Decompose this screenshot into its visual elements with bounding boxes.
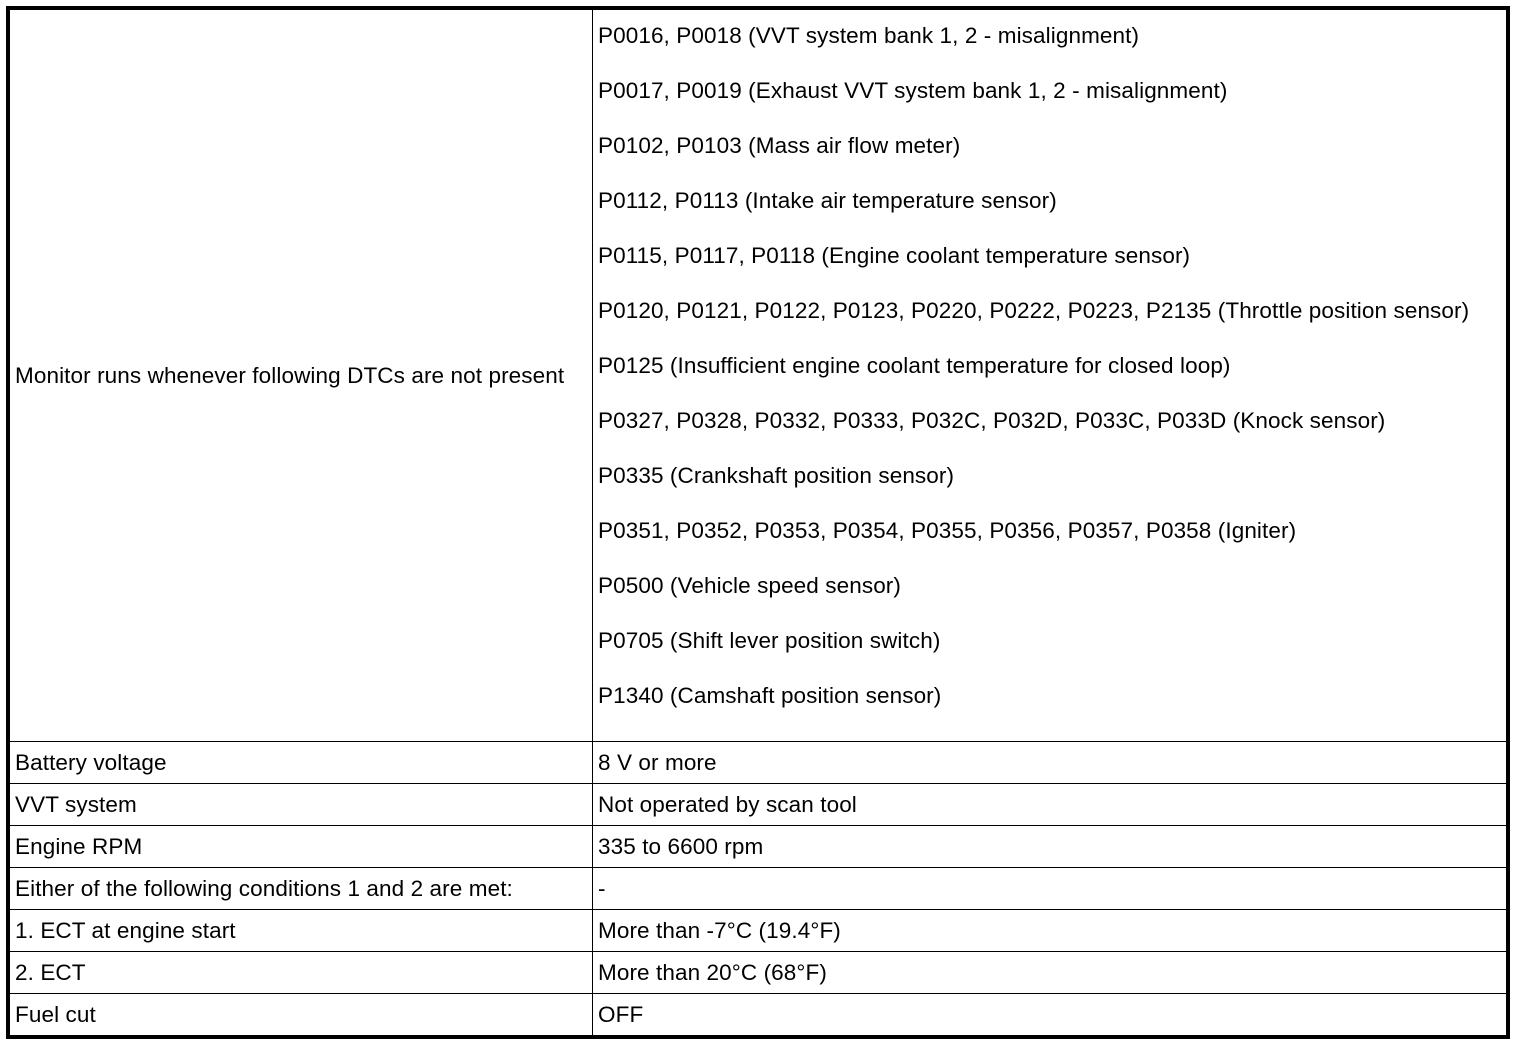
condition-value: 8 V or more — [593, 742, 1507, 784]
condition-value: More than -7°C (19.4°F) — [593, 910, 1507, 952]
table-row — [10, 910, 1507, 952]
dtc-item: P0102, P0103 (Mass air flow meter) — [598, 133, 961, 158]
conditions-table-frame — [6, 6, 1510, 1039]
condition-label: Engine RPM — [10, 826, 593, 868]
dtc-item: P0335 (Crankshaft position sensor) — [598, 463, 955, 488]
condition-value: More than 20°C (68°F) — [593, 952, 1507, 994]
dtc-item: P0327, P0328, P0332, P0333, P032C, P032D, P033C, P033D (Knock sensor) — [598, 408, 1386, 433]
table-row — [10, 784, 1507, 826]
condition-value: - — [593, 868, 1507, 910]
condition-label: Battery voltage — [10, 742, 593, 784]
condition-value: 335 to 6600 rpm — [593, 826, 1507, 868]
dtc-item: P0016, P0018 (VVT system bank 1, 2 - misalignment) — [598, 23, 1140, 48]
condition-value: OFF — [593, 994, 1507, 1036]
dtc-item: P0500 (Vehicle speed sensor) — [598, 573, 901, 598]
condition-label: VVT system — [10, 784, 593, 826]
condition-value: Not operated by scan tool — [593, 784, 1507, 826]
table-row — [10, 952, 1507, 994]
dtc-item: P0017, P0019 (Exhaust VVT system bank 1, 2 - misalignment) — [598, 78, 1228, 103]
condition-label: 1. ECT at engine start — [10, 910, 593, 952]
dtc-item: P0705 (Shift lever position switch) — [598, 628, 941, 653]
dtc-list — [593, 10, 1507, 742]
dtc-item: P1340 (Camshaft position sensor) — [598, 683, 942, 708]
conditions-table — [9, 9, 1507, 1036]
dtc-item: P0115, P0117, P0118 (Engine coolant temperature sensor) — [598, 243, 1191, 268]
dtc-item: P0112, P0113 (Intake air temperature sensor) — [598, 188, 1057, 213]
dtc-item: P0351, P0352, P0353, P0354, P0355, P0356, P0357, P0358 (Igniter) — [598, 518, 1297, 543]
dtc-item: P0125 (Insufficient engine coolant temperature for closed loop) — [598, 353, 1231, 378]
condition-label: Either of the following conditions 1 and 2 are met: — [10, 868, 593, 910]
dtc-item: P0120, P0121, P0122, P0123, P0220, P0222, P0223, P2135 (Throttle position sensor) — [598, 298, 1470, 323]
table-row-monitor — [10, 10, 1507, 742]
monitor-label: Monitor runs whenever following DTCs are not present — [10, 10, 593, 742]
condition-label: 2. ECT — [10, 952, 593, 994]
table-row — [10, 868, 1507, 910]
table-row — [10, 994, 1507, 1036]
table-row — [10, 826, 1507, 868]
table-row — [10, 742, 1507, 784]
condition-label: Fuel cut — [10, 994, 593, 1036]
